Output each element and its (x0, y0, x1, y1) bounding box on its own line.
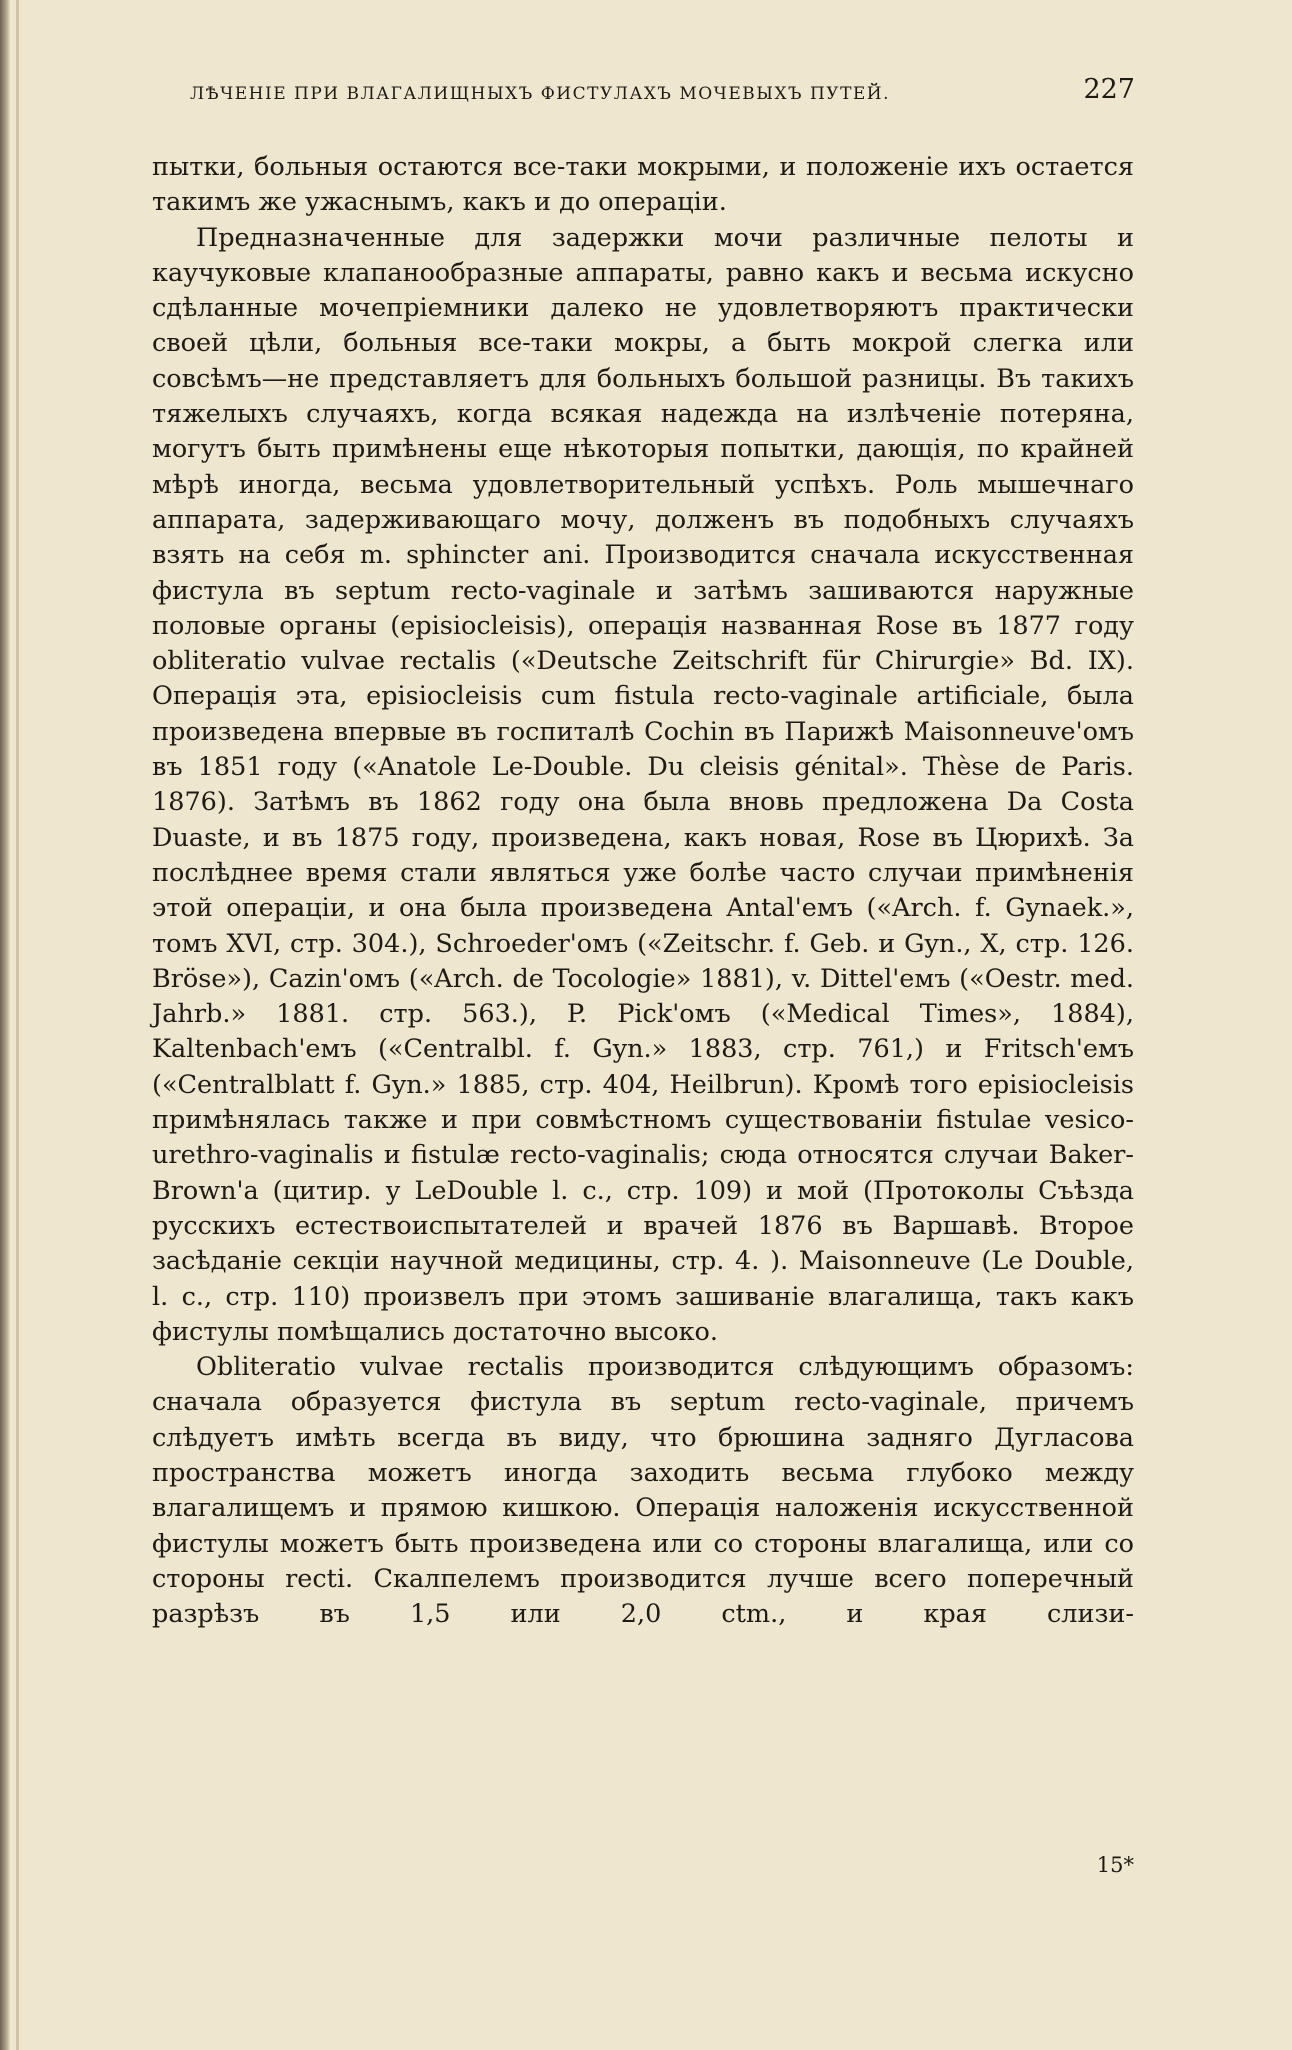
page-body (152, 150, 1134, 1632)
book-spine-shadow (0, 0, 10, 2050)
paragraph-main: Предназначенные для задержки мочи различные пелоты и каучуковые клапанообразные аппараты, равно какъ и весьма искусно сдѣланные мочепріемники далеко не удовлетворяютъ практически своей цѣли, больныя все-таки мокры, а быть мокрой слегка или совсѣмъ—не представляетъ для больныхъ большой разницы. Въ такихъ тяжелыхъ случаяхъ, когда всякая надежда на излѣченіе потеряна, могутъ быть примѣнены еще нѣкоторыя попытки, дающія, по крайней мѣрѣ иногда, весьма удовлетворительный успѣхъ. Роль мышечнаго аппарата, задерживающаго мочу, долженъ въ подобныхъ случаяхъ взять на себя m. sphincter ani. Производится сначала искусственная фистула въ septum recto-vaginale и затѣмъ зашиваются наружные половые органы (episiocleisis), операція названная Rose въ 1877 году obliteratio vulvae rectalis («Deutsche Zeitschrift für Chirurgie» Bd. IX). Операція эта, episiocleisis cum fistula recto-vaginale artificiale, была произведена впервые въ госпиталѣ Cochin въ Парижѣ Maisonneuve'омъ въ 1851 году («Anatole Le-Double. Du cleisis génital». Thèse de Paris. 1876). Затѣмъ въ 1862 году она была вновь предложена Da Costa Duaste, и въ 1875 году, произведена, какъ новая, Rose въ Цюрихѣ. За послѣднее время стали являться уже болѣе часто случаи примѣненія этой операціи, и она была произведена Antal'емъ («Arch. f. Gynaek.», томъ XVI, стр. 304.), Schroeder'омъ («Zeitschr. f. Geb. и Gyn., X, стр. 126. Bröse»), Cazin'омъ («Arch. de Tocologie» 1881), v. Dittel'емъ («Oestr. med. Jahrb.» 1881. стр. 563.), P. Pick'омъ («Medical Times», 1884), Kaltenbach'емъ («Centralbl. f. Gyn.» 1883, стр. 761,) и Fritsch'емъ («Centralblatt f. Gyn.» 1885, стр. 404, Heilbrun). Кромѣ того episiocleisis примѣнялась также и при совмѣстномъ существованіи fistulae vesico-urethro-vaginalis и fistulæ recto-vaginalis; сюда относятся случаи Baker-Brown'a (цитир. у LeDouble l. c., стр. 109) и мой (Протоколы Съѣзда русскихъ естествоиспытателей и врачей 1876 въ Варшавѣ. Второе засѣданіе секціи научной медицины, стр. 4. ). Maisonneuve (Le Double, l. c., стр. 110) произвелъ при этомъ зашиваніе влагалища, такъ какъ фистулы помѣщались достаточно высоко. (152, 222, 1134, 1347)
running-title: ЛѢЧЕНІЕ ПРИ ВЛАГАЛИЩНЫХЪ ФИСТУЛАХЪ МОЧЕВЫХЪ ПУТЕЙ. (190, 84, 891, 104)
running-header (190, 74, 1135, 105)
page-edge-line (16, 0, 19, 2050)
signature-mark: 15* (1096, 1853, 1134, 1877)
page-number: 227 (1083, 74, 1135, 105)
paragraph-continuation: пытки, больныя остаются все-таки мокрыми, и положеніе ихъ остается такимъ же ужаснымъ, какъ и до операціи. (152, 152, 1134, 218)
paragraph-obliteratio: Obliteratio vulvae rectalis производится слѣдующимъ образомъ: сначала образуется фистула въ septum recto-vaginale, причемъ слѣдуетъ имѣть всегда въ виду, что брюшина задняго Дугласова пространства можетъ иногда заходить весьма глубоко между влагалищемъ и прямою кишкою. Операція наложенія искусственной фистулы можетъ быть произведена или со стороны влагалища, или со стороны recti. Скалпелемъ производится лучше всего поперечный разрѣзъ въ 1,5 или 2,0 ctm., и края слизи- (152, 1352, 1134, 1630)
